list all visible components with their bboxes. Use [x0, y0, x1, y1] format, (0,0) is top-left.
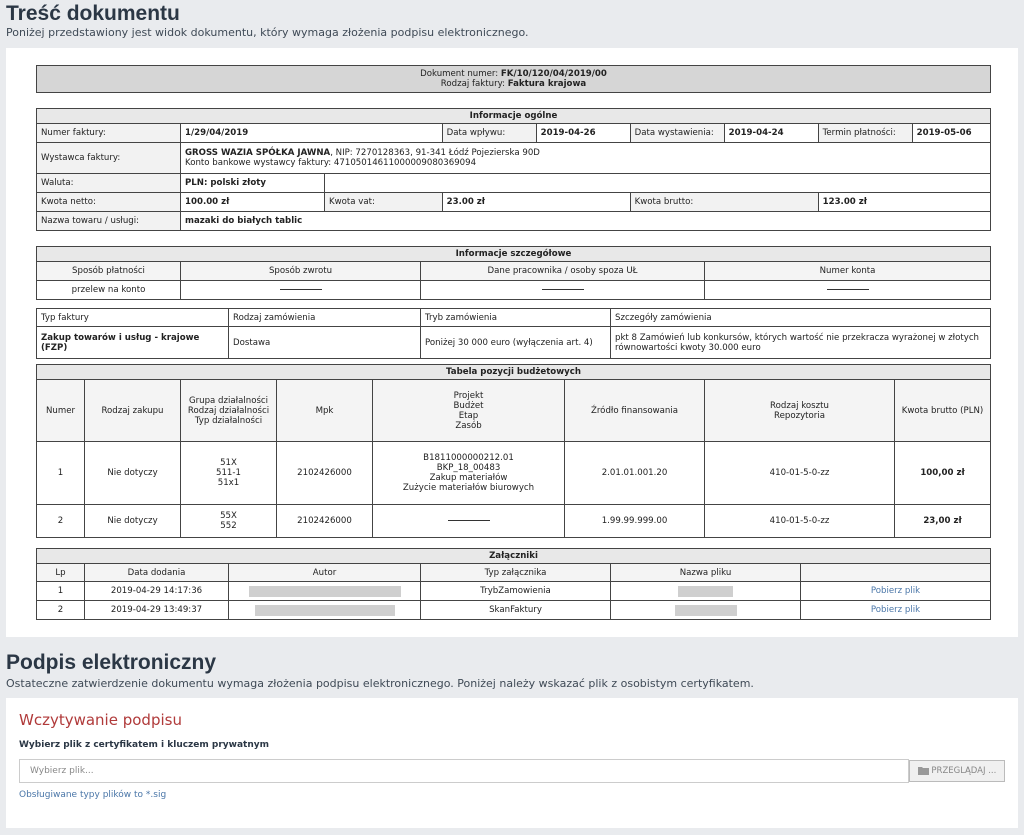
budget-mpk: 2102426000	[277, 442, 373, 505]
budget-kwota: 100,00 zł	[895, 442, 991, 505]
attachments-title: Załączniki	[37, 549, 991, 564]
doc-type: Faktura krajowa	[507, 79, 587, 89]
due-date: 2019-05-06	[912, 124, 990, 143]
att-lp: 2	[37, 601, 85, 620]
signature-section-subtitle: Ostateczne zatwierdzenie dokumentu wymaga złożenia podpisu elektronicznego. Poniżej należy wskazać plik z osobistym certyfikatem.	[6, 677, 754, 690]
empty-dash	[448, 520, 490, 521]
att-col-lp: Lp	[37, 564, 85, 582]
budget-grupa-line: 511-1	[216, 468, 241, 478]
attachments-table	[36, 548, 991, 620]
redacted-author	[255, 605, 395, 616]
signature-upload-title: Wczytywanie podpisu	[19, 711, 182, 729]
table-row	[37, 582, 991, 601]
redacted-filename	[678, 586, 733, 597]
issued-label: Data wystawienia:	[630, 124, 724, 143]
budget-projekt-line: Zużycie materiałów biurowych	[402, 483, 535, 493]
order-mode: Poniżej 30 000 euro (wyłączenia art. 4)	[421, 327, 611, 359]
att-col-type: Typ załącznika	[421, 564, 611, 582]
budget-projekt-line: B1811000000212.01	[423, 453, 514, 463]
order-col-type: Typ faktury	[37, 309, 229, 327]
page-subtitle: Poniżej przedstawiony jest widok dokumentu, który wymaga złożenia podpisu elektronicznego.	[6, 26, 529, 39]
budget-col-kwota: Kwota brutto (PLN)	[895, 380, 991, 442]
invoice-no: 1/29/04/2019	[181, 124, 443, 143]
gross-value: 123.00 zł	[818, 193, 990, 212]
order-kind: Dostawa	[229, 327, 421, 359]
budget-col-projekt-line: Projekt	[453, 390, 484, 401]
budget-col-projekt-line: Budżet	[453, 400, 484, 411]
budget-grupa-line: 552	[220, 521, 237, 531]
redacted-filename	[675, 605, 737, 616]
general-info-table	[36, 108, 991, 231]
details-col-account: Numer konta	[705, 262, 991, 281]
budget-numer: 2	[37, 505, 85, 538]
budget-col-zrodlo: Źródło finansowania	[565, 380, 705, 442]
empty-dash	[827, 289, 869, 290]
details-col-refund: Sposób zwrotu	[181, 262, 421, 281]
issued-date: 2019-04-24	[724, 124, 818, 143]
budget-projekt-line: Zakup materiałów	[429, 473, 508, 483]
redacted-author	[249, 586, 401, 597]
general-info-title: Informacje ogólne	[37, 109, 991, 124]
att-lp: 1	[37, 582, 85, 601]
empty-dash	[542, 289, 584, 290]
download-file-link[interactable]: Pobierz plik	[870, 605, 921, 615]
empty-dash	[280, 289, 322, 290]
details-title: Informacje szczegółowe	[37, 247, 991, 262]
budget-grupa-line: 55X	[220, 511, 237, 521]
att-col-filename: Nazwa pliku	[611, 564, 801, 582]
att-type: SkanFaktury	[421, 601, 611, 620]
budget-col-grupa-line: Rodzaj działalności	[187, 405, 270, 416]
att-col-author: Autor	[229, 564, 421, 582]
download-file-link[interactable]: Pobierz plik	[870, 586, 921, 596]
issuer-account: Konto bankowe wystawcy faktury: 47105014611000009080369094	[185, 158, 477, 168]
details-col-payment: Sposób płatności	[37, 262, 181, 281]
vat-label: Kwota vat:	[325, 193, 443, 212]
goods-label: Nazwa towaru / usługi:	[37, 212, 181, 231]
issuer-label: Wystawca faktury:	[37, 143, 181, 174]
doc-number: FK/10/120/04/2019/00	[500, 69, 607, 79]
net-value: 100.00 zł	[181, 193, 325, 212]
budget-numer: 1	[37, 442, 85, 505]
budget-kwota: 23,00 zł	[895, 505, 991, 538]
page-title: Treść dokumentu	[6, 2, 180, 25]
folder-icon	[918, 766, 929, 775]
table-row	[37, 601, 991, 620]
currency-label: Waluta:	[37, 174, 181, 193]
budget-table	[36, 364, 991, 538]
invoice-type: Zakup towarów i usług - krajowe (FZP)	[37, 327, 229, 359]
budget-rodzaj: Nie dotyczy	[85, 505, 181, 538]
budget-col-grupa-line: Grupa działalności	[188, 395, 269, 406]
budget-koszt: 410-01-5-0-zz	[705, 505, 895, 538]
order-table	[36, 308, 991, 359]
doc-number-label: Dokument numer:	[420, 69, 499, 79]
gross-label: Kwota brutto:	[630, 193, 818, 212]
details-col-employee: Dane pracownika / osoby spoza UŁ	[421, 262, 705, 281]
table-row	[37, 442, 991, 505]
supported-file-types-hint: Obsługiwane typy plików to *.sig	[19, 790, 167, 800]
issuer-details: , NIP: 7270128363, 91-341 Łódź Pojezierska 90D	[330, 148, 540, 158]
order-col-kind: Rodzaj zamówienia	[229, 309, 421, 327]
certificate-file-input[interactable]: Wybierz plik...	[19, 759, 909, 783]
goods-value: mazaki do białych tablic	[181, 212, 991, 231]
order-col-details: Szczegóły zamówienia	[611, 309, 991, 327]
certificate-file-label: Wybierz plik z certyfikatem i kluczem prywatnym	[19, 740, 270, 750]
invoice-no-label: Numer faktury:	[37, 124, 181, 143]
budget-koszt: 410-01-5-0-zz	[705, 442, 895, 505]
att-date: 2019-04-29 14:17:36	[85, 582, 229, 601]
signature-panel	[6, 698, 1018, 828]
budget-grupa-line: 51X	[220, 458, 237, 468]
received-date: 2019-04-26	[536, 124, 630, 143]
issuer-name: GROSS WAZIA SPÓŁKA JAWNA	[185, 148, 331, 158]
budget-rodzaj: Nie dotyczy	[85, 442, 181, 505]
details-table	[36, 246, 991, 300]
budget-col-projekt-line: Etap	[458, 410, 479, 421]
order-col-mode: Tryb zamówienia	[421, 309, 611, 327]
budget-col-rodzaj: Rodzaj zakupu	[85, 380, 181, 442]
net-label: Kwota netto:	[37, 193, 181, 212]
budget-col-numer: Numer	[37, 380, 85, 442]
budget-col-mpk: Mpk	[277, 380, 373, 442]
due-label: Termin płatności:	[818, 124, 912, 143]
budget-col-koszt-line: Repozytoria	[774, 410, 825, 421]
att-date: 2019-04-29 13:49:37	[85, 601, 229, 620]
budget-zrodlo: 2.01.01.001.20	[565, 442, 705, 505]
table-row	[37, 505, 991, 538]
received-label: Data wpływu:	[442, 124, 536, 143]
budget-col-projekt-line: Zasób	[455, 420, 482, 431]
document-header-table	[36, 65, 991, 93]
payment-method: przelew na konto	[37, 281, 181, 300]
vat-value: 23.00 zł	[442, 193, 630, 212]
budget-zrodlo: 1.99.99.999.00	[565, 505, 705, 538]
budget-projekt-line: BKP_18_00483	[436, 463, 501, 473]
signature-section-title: Podpis elektroniczny	[6, 651, 217, 674]
order-details: pkt 8 Zamówień lub konkursów, których wartość nie przekracza wyrażonej w złotych równowartości kwoty 30.000 euro	[611, 327, 991, 359]
att-type: TrybZamowienia	[421, 582, 611, 601]
doc-type-label: Rodzaj faktury:	[440, 79, 505, 89]
browse-button[interactable]	[909, 760, 1005, 782]
currency-value: PLN: polski złoty	[181, 174, 325, 193]
budget-col-koszt-line: Rodzaj kosztu	[770, 400, 829, 411]
browse-button-label: PRZEGLĄDAJ ...	[931, 766, 997, 776]
budget-grupa-line: 51x1	[217, 478, 240, 488]
budget-mpk: 2102426000	[277, 505, 373, 538]
budget-title: Tabela pozycji budżetowych	[37, 365, 991, 380]
budget-col-grupa-line: Typ działalności	[194, 415, 263, 426]
att-col-date: Data dodania	[85, 564, 229, 582]
